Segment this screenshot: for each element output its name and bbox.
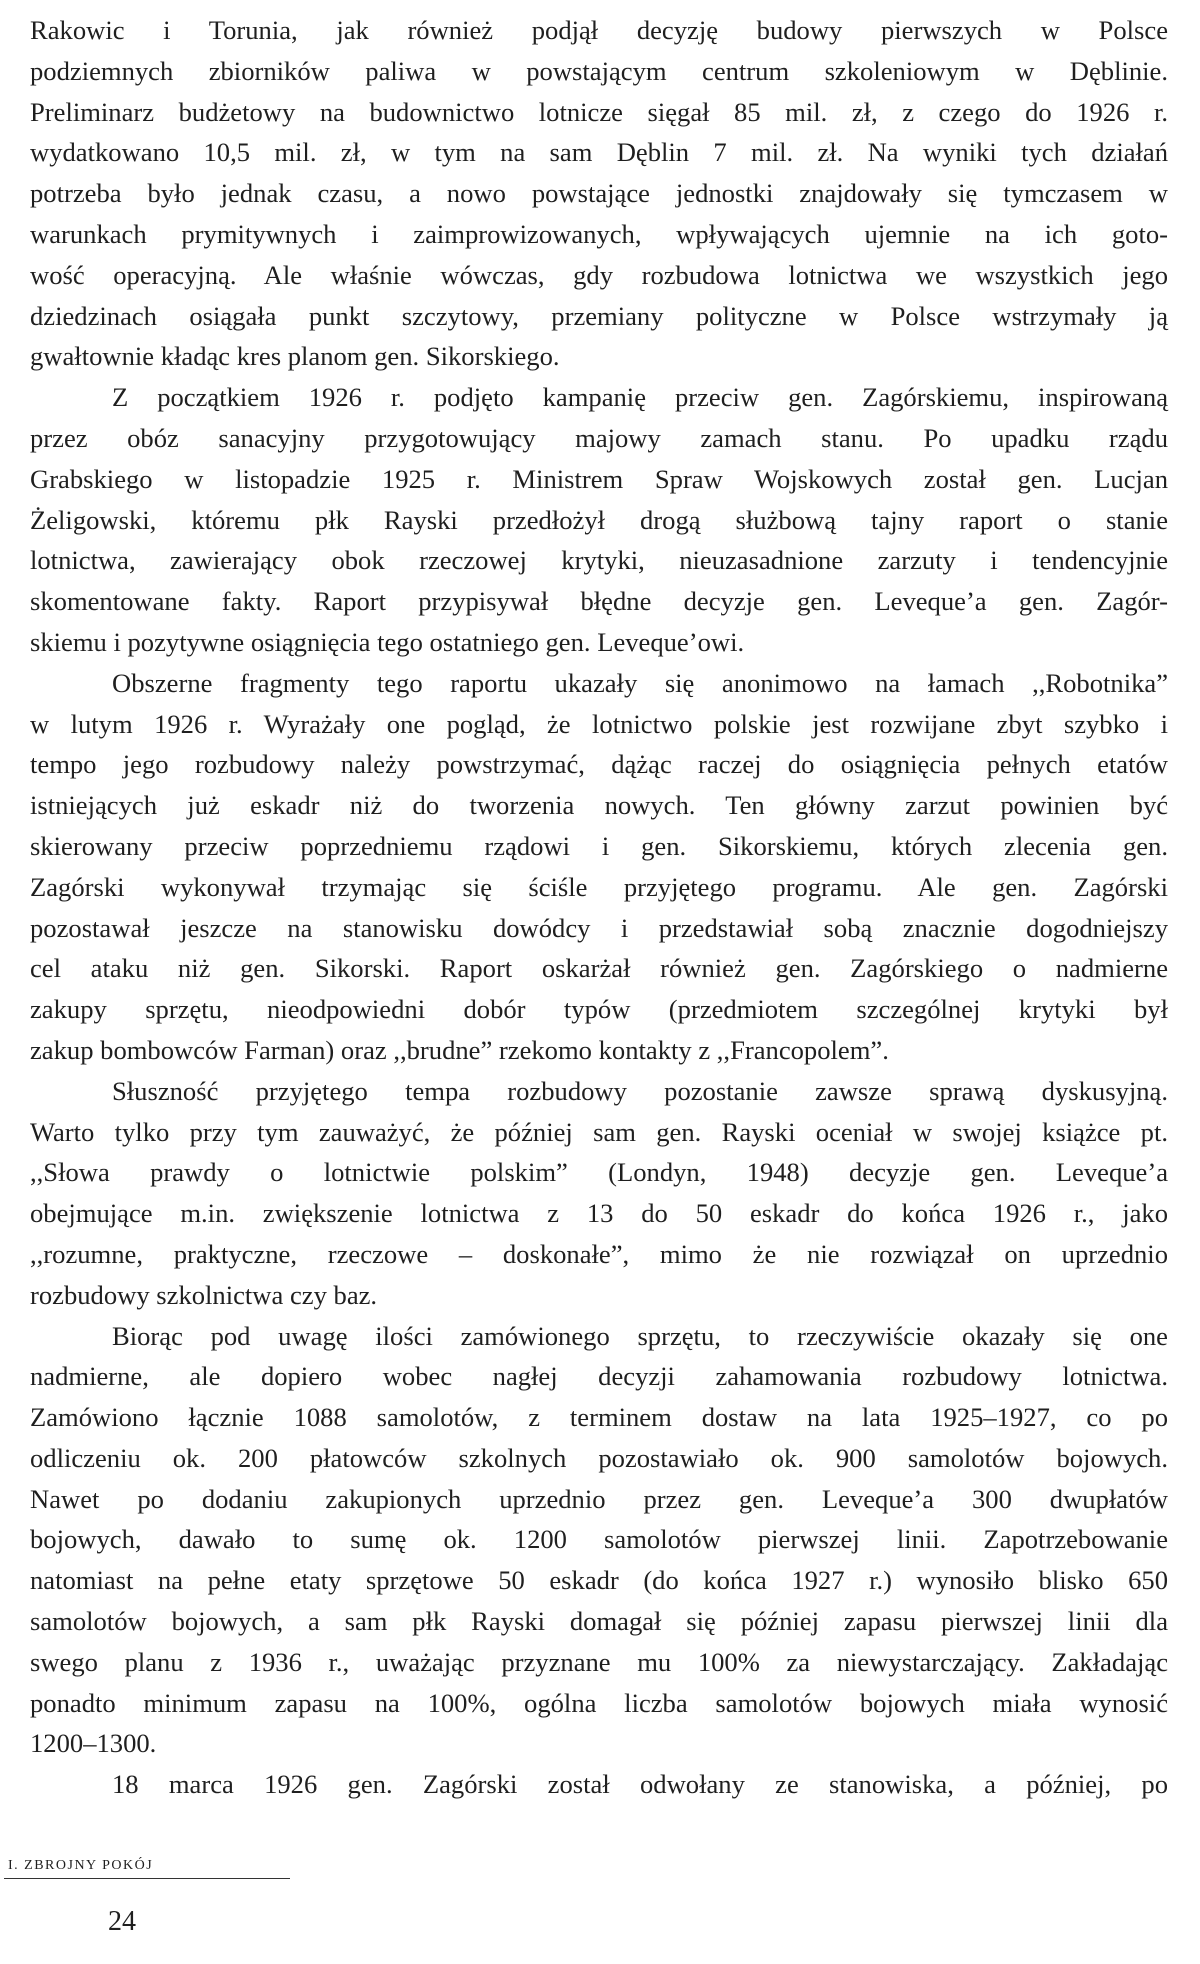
text-line: Preliminarz budżetowy na budownictwo lotnicze sięgał 85 mil. zł, z czego do 1926 r.: [30, 96, 1168, 127]
text-line: skomentowane fakty. Raport przypisywał błędne decyzje gen. Leveque’a gen. Zagór-: [30, 586, 1168, 617]
text-line: podziemnych zbiorników paliwa w powstającym centrum szkoleniowym w Dęblinie.: [30, 55, 1168, 86]
running-footer: [4, 1858, 290, 1879]
text-line: gwałtownie kładąc kres planom gen. Sikorskiego.: [30, 341, 560, 372]
text-line: 18 marca 1926 gen. Zagórski został odwołany ze stanowiska, a później, po: [112, 1769, 1168, 1800]
text-line: Grabskiego w listopadzie 1925 r. Ministrem Spraw Wojskowych został gen. Lucjan: [30, 463, 1168, 494]
text-line: istniejących już eskadr niż do tworzenia nowych. Ten główny zarzut powinien być: [30, 790, 1168, 821]
text-line: 1200–1300.: [30, 1728, 157, 1759]
text-line: cel ataku niż gen. Sikorski. Raport oskarżał również gen. Zagórskiego o nadmierne: [30, 953, 1168, 984]
text-line: dziedzinach osiągała punkt szczytowy, przemiany polityczne w Polsce wstrzymały ją: [30, 300, 1168, 331]
text-line: pozostawał jeszcze na stanowisku dowódcy i przedstawiał sobą znacznie dogodniejszy: [30, 912, 1168, 943]
text-line: wydatkowano 10,5 mil. zł, w tym na sam Dęblin 7 mil. zł. Na wyniki tych działań: [30, 137, 1168, 168]
text-line: Żeligowski, któremu płk Rayski przedłożył drogą służbową tajny raport o stanie: [30, 504, 1168, 535]
text-line: tempo jego rozbudowy należy powstrzymać, dążąc raczej do osiągnięcia pełnych etatów: [30, 749, 1168, 780]
text-line: Zagórski wykonywał trzymając się ściśle przyjętego programu. Ale gen. Zagórski: [30, 871, 1168, 902]
text-line: potrzeba było jednak czasu, a nowo powstające jednostki znajdowały się tymczasem w: [30, 178, 1168, 209]
text-line: skiemu i pozytywne osiągnięcia tego ostatniego gen. Leveque’owi.: [30, 626, 745, 657]
text-line: w lutym 1926 r. Wyrażały one pogląd, że lotnictwo polskie jest rozwijane zbyt szybko i: [30, 708, 1168, 739]
text-line: ponadto minimum zapasu na 100%, ogólna liczba samolotów bojowych miała wynosić: [30, 1687, 1168, 1718]
text-line: przez obóz sanacyjny przygotowujący majowy zamach stanu. Po upadku rządu: [30, 422, 1168, 453]
text-line: Obszerne fragmenty tego raportu ukazały się anonimowo na łamach ,,Robotnika”: [112, 667, 1168, 698]
text-line: nadmierne, ale dopiero wobec nagłej decyzji zahamowania rozbudowy lotnictwa.: [30, 1361, 1168, 1392]
text-line: natomiast na pełne etaty sprzętowe 50 eskadr (do końca 1927 r.) wynosiło blisko 650: [30, 1565, 1168, 1596]
text-line: odliczeniu ok. 200 płatowców szkolnych pozostawiało ok. 900 samolotów bojowych.: [30, 1442, 1168, 1473]
page-number: 24: [108, 1906, 136, 1937]
text-line: ,,rozumne, praktyczne, rzeczowe – doskonałe”, mimo że nie rozwiązał on uprzednio: [30, 1238, 1168, 1269]
text-line: rozbudowy szkolnictwa czy baz.: [30, 1279, 378, 1310]
footer-label: I. ZBROJNY POKÓJ: [4, 1858, 290, 1879]
text-line: bojowych, dawało to sumę ok. 1200 samolotów pierwszej linii. Zapotrzebowanie: [30, 1524, 1168, 1555]
text-line: wość operacyjną. Ale właśnie wówczas, gdy rozbudowa lotnictwa we wszystkich jego: [30, 259, 1168, 290]
text-line: swego planu z 1936 r., uważając przyznane mu 100% za niewystarczający. Zakładając: [30, 1646, 1168, 1677]
body-text: [30, 10, 1168, 1805]
text-line: Zamówiono łącznie 1088 samolotów, z terminem dostaw na lata 1925–1927, co po: [30, 1402, 1168, 1433]
text-line: Warto tylko przy tym zauważyć, że później sam gen. Rayski oceniał w swojej książce pt.: [30, 1116, 1168, 1147]
text-line: Nawet po dodaniu zakupionych uprzednio przez gen. Leveque’a 300 dwupłatów: [30, 1483, 1168, 1514]
text-line: samolotów bojowych, a sam płk Rayski domagał się później zapasu pierwszej linii dla: [30, 1606, 1168, 1637]
text-line: zakupy sprzętu, nieodpowiedni dobór typów (przedmiotem szczególnej krytyki był: [30, 994, 1168, 1025]
text-line: ,,Słowa prawdy o lotnictwie polskim” (Londyn, 1948) decyzje gen. Leveque’a: [30, 1157, 1168, 1188]
text-line: skierowany przeciw poprzedniemu rządowi i gen. Sikorskiemu, których zlecenia gen.: [30, 830, 1168, 861]
text-line: warunkach prymitywnych i zaimprowizowanych, wpływających ujemnie na ich goto-: [30, 218, 1168, 249]
text-line: Rakowic i Torunia, jak również podjął decyzję budowy pierwszych w Polsce: [30, 15, 1168, 45]
text-line: zakup bombowców Farman) oraz ,,brudne” rzekomo kontakty z ,,Francopolem”.: [30, 1034, 889, 1065]
text-line: obejmujące m.in. zwiększenie lotnictwa z 13 do 50 eskadr do końca 1926 r., jako: [30, 1198, 1168, 1229]
text-line: Biorąc pod uwagę ilości zamówionego sprzętu, to rzeczywiście okazały się one: [112, 1320, 1168, 1351]
text-line: lotnictwa, zawierający obok rzeczowej krytyki, nieuzasadnione zarzuty i tendencyjnie: [30, 545, 1168, 576]
text-line: Słuszność przyjętego tempa rozbudowy pozostanie zawsze sprawą dyskusyjną.: [112, 1075, 1168, 1106]
text-line: Z początkiem 1926 r. podjęto kampanię przeciw gen. Zagórskiemu, inspirowaną: [112, 382, 1168, 413]
